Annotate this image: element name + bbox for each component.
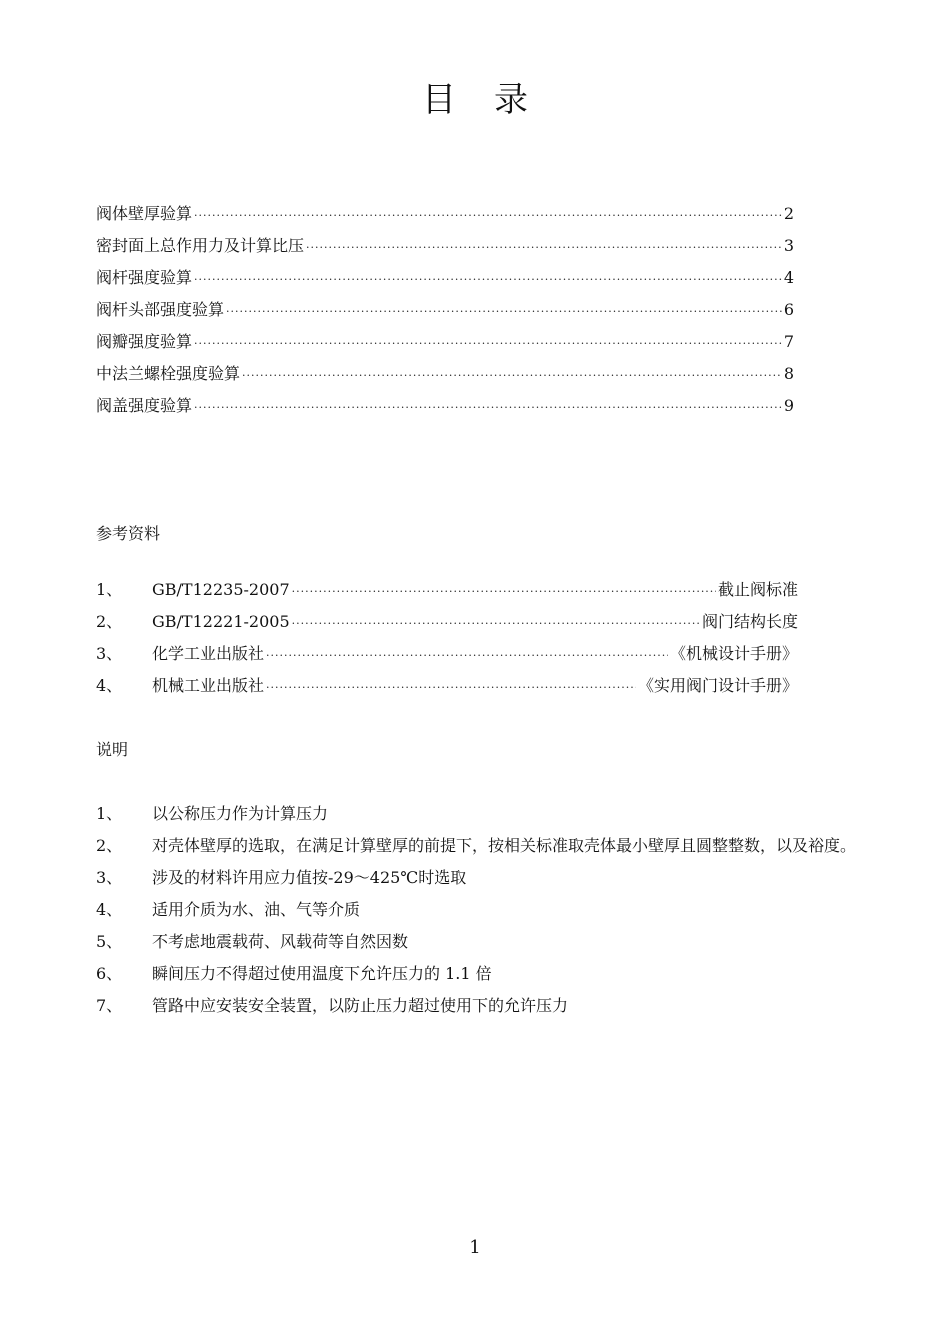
page-number: 1 [469, 1237, 481, 1258]
note-item [96, 862, 868, 894]
reference-source: 机械工业出版社 [152, 676, 265, 695]
reference-number: 3、 [96, 644, 123, 663]
toc-leader-dots [194, 264, 782, 296]
note-text: 不考虑地震载荷、风载荷等自然因数 [152, 932, 409, 951]
toc-entry[interactable] [96, 390, 794, 422]
toc-entry-title: 中法兰螺栓强度验算 [96, 364, 241, 383]
reference-item [96, 606, 798, 638]
toc-leader-dots [306, 232, 782, 264]
toc-entry[interactable] [96, 326, 794, 358]
reference-title: 《机械设计手册》 [669, 644, 798, 663]
reference-item [96, 670, 798, 702]
toc-leader-dots [226, 296, 782, 328]
reference-title: 截止阀标准 [717, 580, 798, 599]
toc-leader-dots [194, 328, 782, 360]
note-number: 6、 [96, 964, 123, 983]
note-item [96, 830, 868, 862]
page-title: 目录 [422, 80, 566, 120]
reference-source: 化学工业出版社 [152, 644, 265, 663]
note-item [96, 926, 868, 958]
toc-entry[interactable] [96, 230, 794, 262]
reference-leader-dots [266, 672, 636, 704]
table-of-contents [96, 198, 794, 422]
reference-leader-dots [292, 608, 700, 640]
toc-entry-title: 阀杆头部强度验算 [96, 300, 225, 319]
references-list [96, 574, 798, 702]
reference-item [96, 574, 798, 606]
note-number: 2、 [96, 836, 123, 855]
note-item [96, 798, 868, 830]
reference-number: 2、 [96, 612, 123, 631]
note-text: 对壳体壁厚的选取，在满足计算壁厚的前提下，按相关标准取壳体最小壁厚且圆整整数，以及裕度。 [152, 836, 857, 855]
toc-entry-title: 阀杆强度验算 [96, 268, 193, 287]
reference-title: 《实用阀门设计手册》 [637, 676, 798, 695]
toc-entry[interactable] [96, 262, 794, 294]
reference-item [96, 638, 798, 670]
reference-leader-dots [266, 640, 668, 672]
reference-leader-dots [292, 576, 716, 608]
note-item [96, 990, 868, 1022]
note-text: 管路中应安装安全装置，以防止压力超过使用下的允许压力 [152, 996, 569, 1015]
toc-entry-page: 3 [783, 236, 794, 255]
reference-source: GB/T12235-2007 [152, 580, 290, 599]
toc-leader-dots [194, 200, 782, 232]
toc-entry[interactable] [96, 294, 794, 326]
reference-source: GB/T12221-2005 [152, 612, 290, 631]
reference-number: 4、 [96, 676, 123, 695]
toc-leader-dots [242, 360, 782, 392]
toc-entry-title: 密封面上总作用力及计算比压 [96, 236, 305, 255]
note-text: 瞬间压力不得超过使用温度下允许压力的 1.1 倍 [152, 964, 492, 983]
toc-entry-title: 阀体壁厚验算 [96, 204, 193, 223]
notes-heading: 说明 [96, 740, 129, 759]
note-text: 适用介质为水、油、气等介质 [152, 900, 361, 919]
references-heading: 参考资料 [96, 524, 161, 543]
note-number: 3、 [96, 868, 123, 887]
toc-entry-page: 8 [783, 364, 794, 383]
note-number: 5、 [96, 932, 123, 951]
toc-entry-page: 6 [783, 300, 794, 319]
note-item [96, 894, 868, 926]
notes-list [96, 798, 868, 1022]
note-item [96, 958, 868, 990]
toc-entry[interactable] [96, 198, 794, 230]
note-number: 1、 [96, 804, 123, 823]
toc-entry-title: 阀盖强度验算 [96, 396, 193, 415]
toc-leader-dots [194, 392, 782, 424]
toc-entry-title: 阀瓣强度验算 [96, 332, 193, 351]
note-number: 7、 [96, 996, 123, 1015]
toc-entry-page: 4 [783, 268, 794, 287]
reference-title: 阀门结构长度 [701, 612, 798, 631]
note-number: 4、 [96, 900, 123, 919]
reference-number: 1、 [96, 580, 123, 599]
note-text: 以公称压力作为计算压力 [152, 804, 329, 823]
toc-entry-page: 9 [783, 396, 794, 415]
note-text: 涉及的材料许用应力值按-29～425℃时选取 [152, 868, 467, 887]
toc-entry[interactable] [96, 358, 794, 390]
toc-entry-page: 2 [783, 204, 794, 223]
toc-entry-page: 7 [783, 332, 794, 351]
